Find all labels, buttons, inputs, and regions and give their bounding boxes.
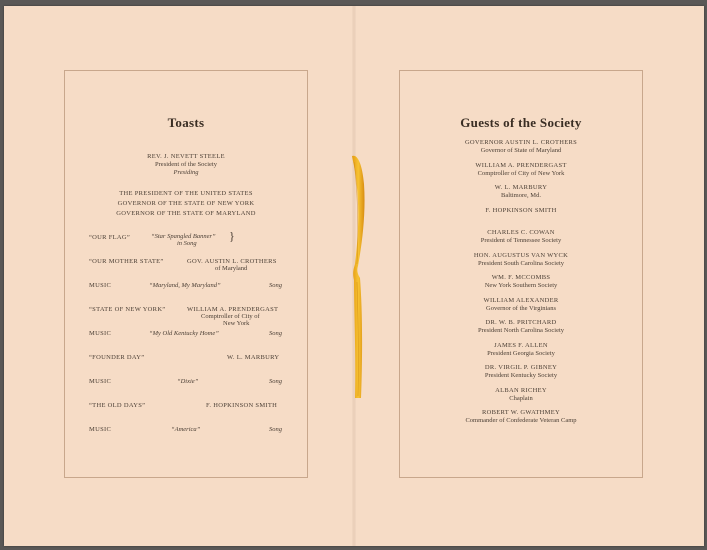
toast-response: WILLIAM A. PRENDERGAST	[187, 306, 279, 313]
guest-entry	[400, 229, 642, 245]
toast-subject: “THE OLD DAYS”	[89, 402, 146, 409]
toast-subject: “OUR FLAG”	[89, 234, 131, 241]
guest-title: President of Tennessee Society	[480, 237, 562, 244]
guest-entry	[400, 342, 642, 358]
guest-entry	[400, 274, 642, 290]
guest-name: ALBAN RICHEY	[495, 386, 547, 394]
ribbon-tie	[348, 154, 368, 400]
guest-title: Governor of the Virginians	[486, 304, 556, 312]
guest-entry	[400, 319, 642, 335]
head-toast: GOVERNOR OF THE STATE OF NEW YORK	[117, 200, 255, 207]
presiding-line1: President of the Society	[155, 161, 217, 168]
guest-name: JAMES F. ALLEN	[494, 341, 548, 349]
guests-title: Guests of the Society	[460, 115, 582, 130]
guest-title: President South Carolina Society	[477, 259, 565, 267]
music-title: “Maryland, My Maryland”	[149, 282, 221, 289]
toast-subject: “FOUNDER DAY”	[89, 354, 145, 361]
toast-response: “Star Spangled Banner”	[151, 233, 216, 240]
guest-entry	[400, 139, 642, 155]
brace-mark: }	[229, 229, 235, 243]
guest-title: President North Carolina Society	[477, 327, 565, 334]
guests-panel	[399, 70, 643, 478]
guest-name: HON. AUGUSTUS VAN WYCK	[473, 251, 569, 259]
music-title: “America”	[171, 426, 201, 433]
guest-title: Governor of State of Maryland	[480, 147, 562, 154]
head-toast: GOVERNOR OF THE STATE OF MARYLAND	[116, 210, 256, 217]
toasts-panel	[64, 70, 308, 478]
music-kind: Song	[269, 426, 282, 433]
head-toast: THE PRESIDENT OF THE UNITED STATES	[119, 190, 253, 197]
guest-title: Chaplain	[509, 394, 533, 402]
guest-name: GOVERNOR AUSTIN L. CROTHERS	[464, 139, 578, 146]
guest-entry	[400, 409, 642, 425]
music-title: “Dixie”	[177, 378, 199, 385]
guest-name: WILLIAM ALEXANDER	[483, 296, 559, 304]
guest-entry	[400, 184, 642, 200]
toast-subject: “OUR MOTHER STATE”	[89, 258, 164, 265]
music-label: MUSIC	[89, 330, 112, 337]
guest-entry	[400, 207, 642, 215]
toast-subject: “STATE OF NEW YORK”	[89, 306, 166, 313]
guest-name: WILLIAM A. PRENDERGAST	[475, 161, 567, 169]
music-kind: Song	[269, 330, 282, 337]
toast-response-detail: of Maryland	[215, 265, 248, 272]
toast-response: W. L. MARBURY	[227, 354, 280, 361]
toast-response-detail: Comptroller of City of	[201, 313, 260, 320]
toast-response-detail: New York	[223, 320, 250, 327]
presiding-line2: Presiding	[173, 169, 199, 176]
toast-response-detail: in Song	[177, 240, 197, 247]
guest-title: President Georgia Society	[487, 349, 555, 357]
guest-name: WM. F. MCCOMBS	[491, 274, 551, 281]
guest-title: President Kentucky Society	[484, 372, 558, 379]
presiding-name: REV. J. NEVETT STEELE	[147, 153, 225, 160]
guest-name: F. HOPKINSON SMITH	[485, 206, 557, 214]
music-title: “My Old Kentucky Home”	[149, 330, 219, 337]
guest-name: ROBERT W. GWATHMEY	[481, 409, 561, 416]
guest-title: Comptroller of City of New York	[477, 169, 565, 177]
guest-title: New York Southern Society	[484, 282, 558, 289]
guest-entry	[400, 387, 642, 403]
guest-name: CHARLES C. COWAN	[487, 229, 555, 236]
guest-name: DR. VIRGIL P. GIBNEY	[484, 364, 558, 371]
guest-name: DR. W. B. PRITCHARD	[485, 319, 557, 326]
guest-entry	[400, 252, 642, 268]
guest-entry	[400, 297, 642, 313]
music-kind: Song	[269, 378, 282, 385]
toast-response: F. HOPKINSON SMITH	[206, 402, 278, 409]
guest-title: Baltimore, Md.	[501, 192, 541, 199]
music-label: MUSIC	[89, 378, 112, 385]
guest-entry	[400, 162, 642, 178]
guest-title: Commander of Confederate Veteran Camp	[465, 417, 577, 424]
music-label: MUSIC	[89, 282, 112, 289]
toasts-title: Toasts	[167, 115, 205, 130]
guest-entry	[400, 364, 642, 380]
music-kind: Song	[269, 282, 282, 289]
music-label: MUSIC	[89, 426, 112, 433]
guest-name: W. L. MARBURY	[494, 184, 548, 191]
toast-response: GOV. AUSTIN L. CROTHERS	[187, 258, 277, 265]
